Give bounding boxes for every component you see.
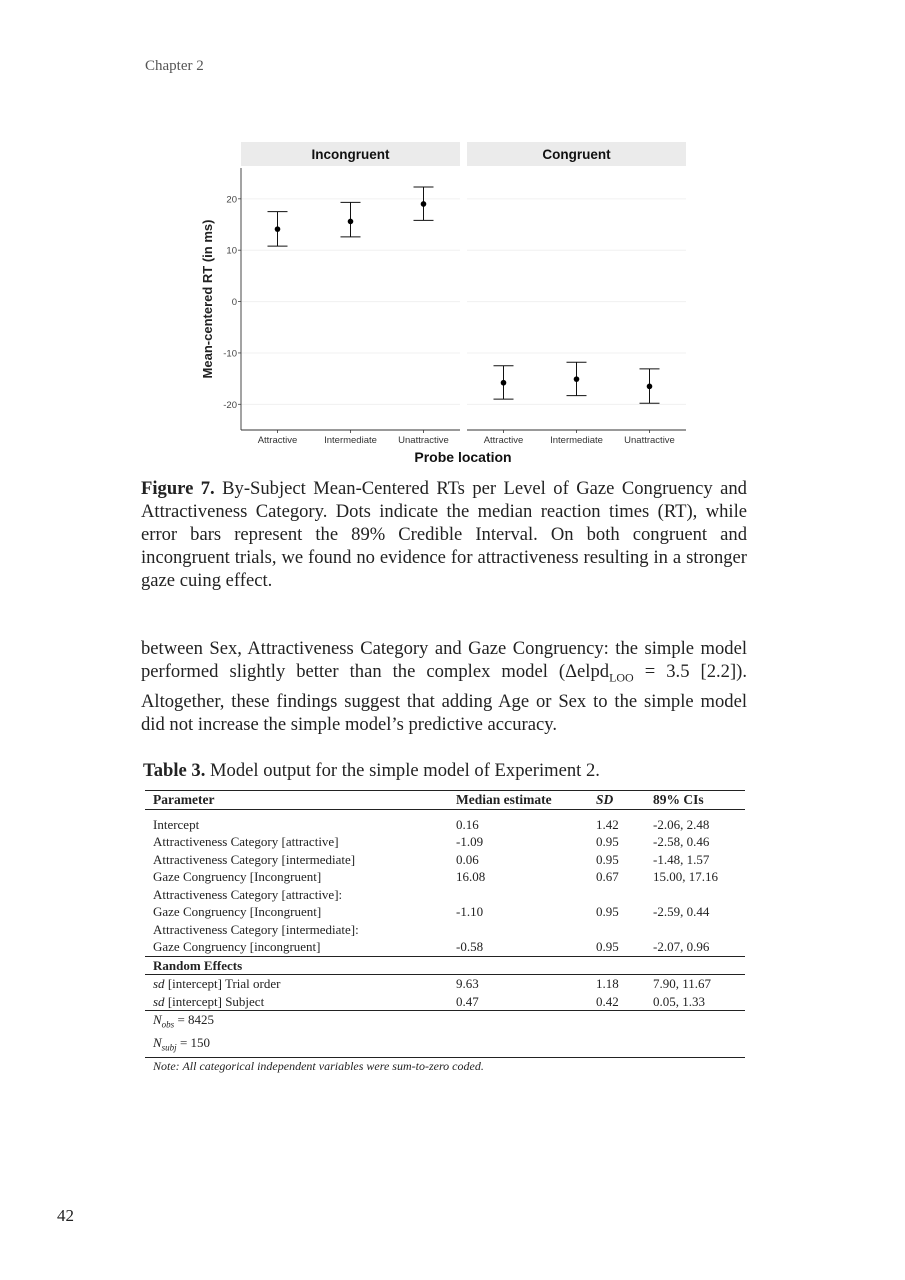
- cell-sd: 1.18: [596, 976, 619, 991]
- cell-param: Intercept: [153, 816, 200, 832]
- cell-sd: 0.95: [596, 851, 619, 867]
- cell-param: Gaze Congruency [Incongruent]: [153, 904, 322, 919]
- table-row: [145, 833, 745, 851]
- x-tick-label: Unattractive: [624, 435, 675, 446]
- cell-param: Attractiveness Category [intermediate]:: [153, 921, 359, 937]
- n-obs-row: [145, 1011, 745, 1035]
- cell-median: 0.16: [456, 816, 479, 832]
- header-sd: SD: [596, 792, 614, 807]
- cell-ci: -1.48, 1.57: [653, 851, 710, 867]
- figure-caption: [141, 477, 747, 592]
- n-subj-value: = 150: [176, 1035, 211, 1051]
- n-subj-label: N: [153, 1035, 162, 1051]
- cell-sd: 0.95: [596, 939, 619, 954]
- y-tick-label: 20: [226, 194, 237, 206]
- random-effects-label: Random Effects: [145, 956, 745, 975]
- table-note-row: [145, 1058, 745, 1076]
- x-tick-label: Intermediate: [324, 435, 377, 446]
- cell-sd: 0.95: [596, 834, 619, 849]
- x-tick-label: Intermediate: [550, 435, 603, 446]
- cell-param: Attractiveness Category [attractive]: [153, 834, 339, 849]
- header-ci: 89% CIs: [653, 792, 704, 807]
- median-point: [275, 226, 281, 232]
- cell-ci: -2.59, 0.44: [653, 904, 710, 919]
- cell-ci: 7.90, 11.67: [653, 976, 712, 991]
- cell-param-italic: sd: [153, 993, 165, 1009]
- x-axis-title: Probe location: [414, 449, 512, 465]
- cell-param: Attractiveness Category [intermediate]: [153, 851, 356, 867]
- table-label: Table 3.: [143, 760, 206, 781]
- y-tick-label: 10: [226, 245, 237, 257]
- header-median: Median estimate: [456, 792, 552, 807]
- facet-title: Congruent: [542, 147, 611, 162]
- chapter-header: Chapter 2: [145, 58, 204, 74]
- body-line-2-pre: model performed slightly better than the complex model (Δelpd: [141, 638, 747, 682]
- cell-median: -1.10: [456, 904, 484, 919]
- cell-median: [448, 921, 588, 939]
- table-row: [145, 816, 745, 834]
- facet-title: Incongruent: [311, 147, 390, 162]
- median-point: [574, 376, 580, 382]
- table-row: [145, 886, 745, 904]
- body-line-3: [2.2]). Altogether, these findings suggest that adding Age or Sex to the: [141, 661, 747, 712]
- cell-ci: 15.00, 17.16: [653, 869, 718, 884]
- random-effect-row: [145, 993, 745, 1011]
- table-caption-text: Model output for the simple model of Experiment 2.: [210, 760, 600, 781]
- cell-sd: 0.67: [596, 869, 619, 884]
- n-obs-value: = 8425: [174, 1012, 215, 1027]
- random-effects-header: [145, 956, 745, 975]
- cell-param-italic: sd: [153, 976, 165, 991]
- n-obs-label: N: [153, 1012, 162, 1027]
- table-caption: [143, 760, 600, 782]
- cell-sd: [588, 921, 645, 939]
- n-subj-sub: subj: [161, 1042, 177, 1053]
- x-tick-label: Attractive: [257, 435, 298, 446]
- cell-median: -1.09: [456, 834, 484, 849]
- cell-ci: -2.06, 2.48: [653, 816, 710, 832]
- cell-param: Gaze Congruency [Incongruent]: [153, 869, 322, 884]
- body-line-1: between Sex, Attractiveness Category and Gaze Congruency: the simple: [141, 638, 695, 659]
- figure-caption-text: By-Subject Mean-Centered RTs per Level of Gaze Congruency and Attractiveness Category. Dots indicate the median reaction times (RT), while error bars represent the 89% Credible Interval. On both congruent and incongruent trials, we found no evidence for attractiveness resulting in a stronger gaze cuing effect.: [141, 478, 747, 591]
- median-point: [501, 380, 507, 386]
- y-tick-label: -10: [223, 348, 237, 360]
- figure-label: Figure 7.: [141, 478, 215, 499]
- x-tick-label: Attractive: [483, 435, 524, 446]
- cell-param: [145, 993, 448, 1011]
- cell-ci: [645, 886, 745, 904]
- y-tick-label: -20: [223, 399, 237, 411]
- table-row: [145, 938, 745, 956]
- cell-param: Attractiveness Category [attractive]:: [153, 886, 343, 902]
- body-line-2-post: = 3.5: [633, 661, 690, 682]
- body-line-4: simple model did not increase the simple model’s predictive accuracy.: [141, 690, 747, 735]
- cell-sd: 0.95: [596, 904, 619, 919]
- cell-sd: [588, 886, 645, 904]
- n-obs-sub: obs: [161, 1019, 175, 1030]
- cell-param-text: [intercept] Subject: [164, 993, 265, 1009]
- cell-ci: -2.58, 0.46: [653, 834, 710, 849]
- cell-param: [145, 975, 448, 993]
- page-number: 42: [57, 1206, 74, 1225]
- model-output-table: [145, 790, 745, 1076]
- n-subj-row: [145, 1034, 745, 1058]
- cell-param-text: [intercept] Trial order: [164, 976, 281, 991]
- cell-median: 0.47: [456, 993, 479, 1009]
- header-parameter: Parameter: [153, 792, 215, 807]
- table-note: Note: All categorical independent variables were sum-to-zero coded.: [145, 1058, 745, 1076]
- cell-param: Gaze Congruency [incongruent]: [153, 939, 321, 954]
- table-header-row: [145, 791, 745, 810]
- table-row: [145, 921, 745, 939]
- y-tick-label: 0: [231, 297, 237, 309]
- table-row: [145, 851, 745, 869]
- cell-ci: 0.05, 1.33: [653, 993, 705, 1009]
- table-row: [145, 903, 745, 921]
- median-point: [348, 219, 354, 225]
- x-tick-label: Unattractive: [398, 435, 449, 446]
- median-point: [647, 384, 653, 390]
- body-line-2-sub: LOO: [609, 670, 634, 685]
- y-axis-title: Mean-centered RT (in ms): [200, 219, 215, 379]
- median-point: [421, 201, 427, 207]
- cell-sd: 0.42: [596, 993, 619, 1009]
- cell-median: [448, 886, 588, 904]
- cell-median: 16.08: [456, 869, 486, 884]
- cell-median: -0.58: [456, 939, 484, 954]
- cell-median: 0.06: [456, 851, 479, 867]
- cell-ci: [645, 921, 745, 939]
- random-effect-row: [145, 975, 745, 993]
- rt-facet-chart: [195, 138, 695, 468]
- cell-ci: -2.07, 0.96: [653, 939, 710, 954]
- body-paragraph: [141, 637, 747, 736]
- table-row: [145, 868, 745, 886]
- cell-sd: 1.42: [596, 816, 619, 832]
- cell-median: 9.63: [456, 976, 479, 991]
